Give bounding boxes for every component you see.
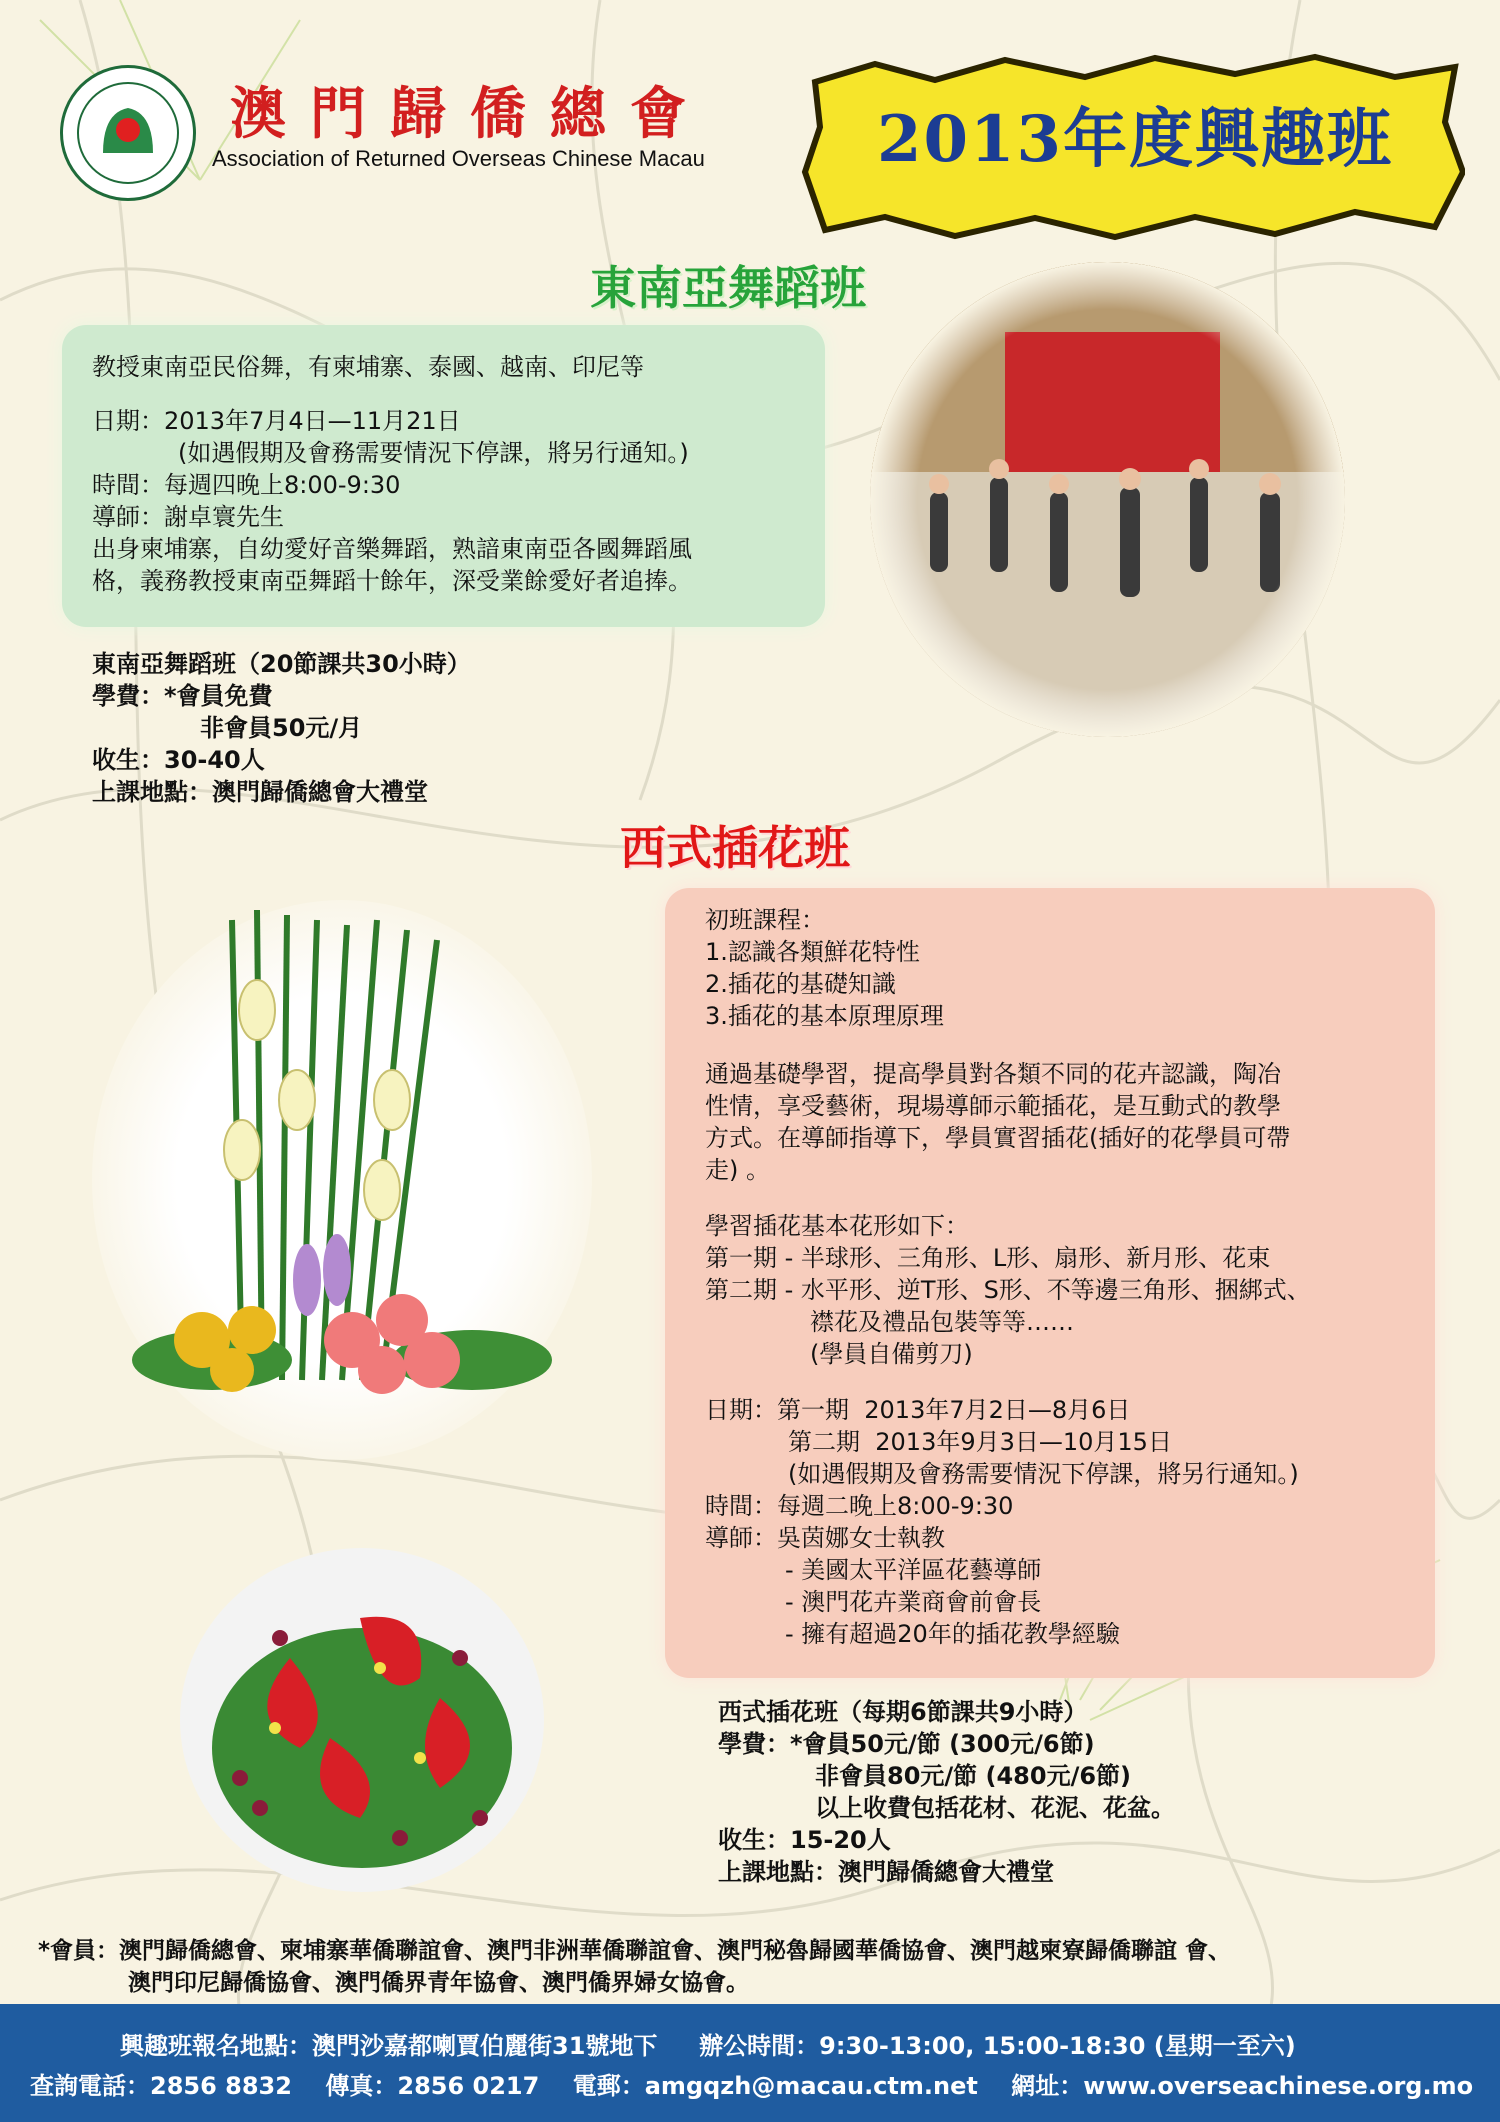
dance-enrolment: 收生：30-40人	[92, 746, 265, 774]
flower-phase-2c: (學員自備剪刀)	[810, 1340, 973, 1368]
flower-time: 時間：每週二晚上8:00-9:30	[705, 1492, 1014, 1520]
org-name-english: Association of Returned Overseas Chinese Macau	[212, 146, 705, 171]
dance-course-summary: 東南亞舞蹈班（20節課共30小時）	[92, 650, 471, 678]
flower-teacher-credential-3: - 擁有超過20年的插花教學經驗	[785, 1620, 1120, 1648]
dance-fee-nonmember: 非會員50元/月	[200, 714, 363, 742]
dance-teacher: 導師：謝卓寰先生	[92, 503, 284, 531]
member-list-line-2: 澳門印尼歸僑協會、澳門僑界青年協會、澳門僑界婦女協會。	[128, 1970, 749, 1996]
member-list-line-1: *會員：澳門歸僑總會、柬埔寨華僑聯誼會、澳門非洲華僑聯誼會、澳門秘魯歸國華僑協會、澳門越柬寮歸僑聯誼 會、	[38, 1938, 1232, 1964]
flower-item-2: 2.插花的基礎知識	[705, 970, 896, 998]
flower-teacher-credential-2: - 澳門花卉業商會前會長	[785, 1588, 1042, 1616]
dance-section-title: 東南亞舞蹈班	[590, 261, 866, 315]
flower-date-note: (如遇假期及會務需要情況下停課，將另行通知。)	[788, 1460, 1299, 1488]
flower-item-3: 3.插花的基本原理原理	[705, 1002, 944, 1030]
flower-fee-note: 以上收費包括花材、花泥、花盆。	[815, 1794, 1175, 1822]
dance-teacher-bio-2: 格，義務教授東南亞舞蹈十餘年，深受業餘愛好者追捧。	[92, 567, 692, 595]
flower-venue: 上課地點：澳門歸僑總會大禮堂	[718, 1858, 1054, 1886]
flower-description-4: 走) 。	[705, 1156, 770, 1184]
footer-bar	[0, 2004, 1500, 2122]
flower-description-1: 通過基礎學習，提高學員對各類不同的花卉認識，陶冶	[705, 1060, 1281, 1088]
flower-beginner-heading: 初班課程：	[705, 906, 825, 934]
dance-teacher-bio-1: 出身柬埔寨，自幼愛好音樂舞蹈，熟諳東南亞各國舞蹈風	[92, 535, 692, 563]
dance-time: 時間：每週四晚上8:00-9:30	[92, 471, 401, 499]
anthurium-arrangement-photo	[180, 1548, 545, 1893]
dance-date: 日期：2013年7月4日—11月21日	[92, 407, 461, 435]
flower-date-2: 第二期 2013年9月3日—10月15日	[788, 1428, 1172, 1456]
flower-phase-2a: 第二期 - 水平形、逆T形、S形、不等邊三角形、捆綁式、	[705, 1276, 1311, 1304]
flower-section-title: 西式插花班	[620, 821, 850, 875]
footer-contact: 查詢電話：2856 8832 傳真：2856 0217 電郵：amgqzh@macau.ctm.net 網址：www.overseachinese.org.mo	[30, 2072, 1474, 2100]
flower-fee-nonmember: 非會員80元/節 (480元/6節)	[815, 1762, 1132, 1790]
dance-fee-member: 學費：*會員免費	[92, 682, 273, 710]
footer-address-hours: 興趣班報名地點：澳門沙嘉都喇賈伯麗街31號地下 辦公時間：9:30-13:00, 15:00-18:30 (星期一至六)	[120, 2032, 1296, 2060]
flower-teacher: 導師：吳茵娜女士執教	[705, 1524, 945, 1552]
flower-description-2: 性情，享受藝術，現場導師示範插花，是互動式的教學	[705, 1092, 1281, 1120]
flower-shapes-heading: 學習插花基本花形如下：	[705, 1212, 969, 1240]
dance-venue: 上課地點：澳門歸僑總會大禮堂	[92, 778, 428, 806]
dance-date-note: (如遇假期及會務需要情況下停課，將另行通知。)	[178, 439, 689, 467]
page-title: 2013年度興趣班	[876, 102, 1394, 177]
dance-intro: 教授東南亞民俗舞，有柬埔寨、泰國、越南、印尼等	[92, 353, 644, 381]
flower-course-summary: 西式插花班（每期6節課共9小時）	[718, 1698, 1088, 1726]
org-name-chinese: 澳門歸僑總會	[230, 81, 710, 147]
flower-phase-1: 第一期 - 半球形、三角形、L形、扇形、新月形、花束	[705, 1244, 1271, 1272]
flower-description-3: 方式。在導師指導下，學員實習插花(插好的花學員可帶	[705, 1124, 1291, 1152]
flower-enrolment: 收生：15-20人	[718, 1826, 891, 1854]
flower-date-1: 日期：第一期 2013年7月2日—8月6日	[705, 1396, 1131, 1424]
association-logo-icon	[60, 65, 196, 201]
flower-teacher-credential-1: - 美國太平洋區花藝導師	[785, 1556, 1042, 1584]
flower-item-1: 1.認識各類鮮花特性	[705, 938, 920, 966]
floral-arrangement-photo	[92, 900, 592, 1460]
flower-fee-member: 學費：*會員50元/節 (300元/6節)	[718, 1730, 1095, 1758]
dance-class-photo	[870, 262, 1345, 737]
flower-phase-2b: 襟花及禮品包裝等等……	[810, 1308, 1074, 1336]
